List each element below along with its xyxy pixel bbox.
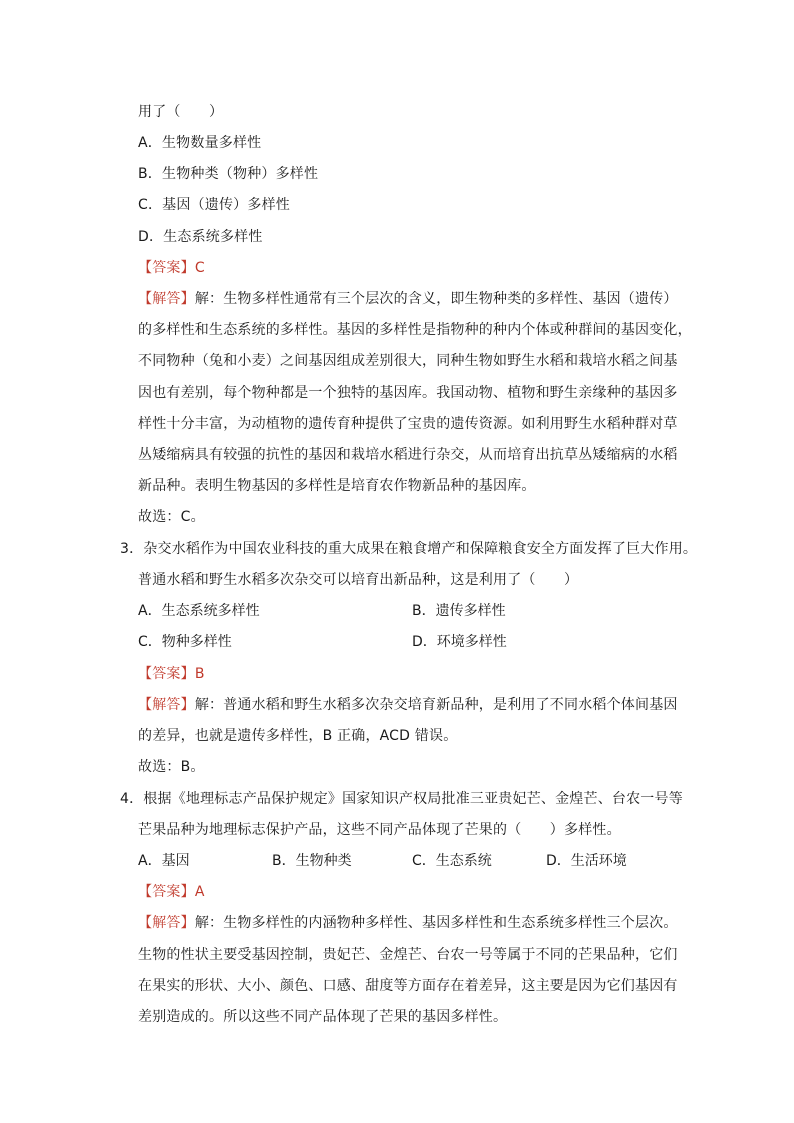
q4-answer [138, 882, 205, 902]
q4-option-a: A．基因 [138, 853, 190, 869]
q2-option-d: D．生态系统多样性 [138, 229, 263, 245]
q4-analysis-line: 在果实的形状、大小、颜色、口感、甜度等方面存在着差异，这主要是因为它们基因有 [138, 978, 678, 994]
q2-stem-end: 用了（ ） [138, 104, 224, 120]
q4-stem-line: 4．根据《地理标志产品保护规定》国家知识产权局批准三亚贵妃芒、金煌芒、台农一号等 [120, 791, 683, 807]
q2-analysis-line: 样性十分丰富，为动植物的遗传育种提供了宝贵的遗传资源。如利用野生水稻种群对草 [138, 416, 678, 432]
q3-analysis-line [138, 695, 678, 715]
q3-option-b: B．遗传多样性 [412, 603, 506, 619]
q4-option-d: D．生活环境 [546, 853, 627, 869]
answer-value: C [194, 260, 205, 276]
q2-analysis-line [138, 289, 678, 309]
q4-analysis-line: 生物的性状主要受基因控制，贵妃芒、金煌芒、台农一号等属于不同的芒果品种，它们 [138, 947, 678, 963]
q2-analysis-line: 不同物种（兔和小麦）之间基因组成差别很大，同种生物如野生水稻和栽培水稻之间基 [138, 353, 678, 369]
q4-option-b: B．生物种类 [272, 853, 352, 869]
q2-analysis-line: 新品种。表明生物基因的多样性是培育农作物新品种的基因库。 [138, 478, 536, 494]
analysis-label: 【解答】 [138, 291, 195, 307]
q3-answer [138, 664, 205, 684]
answer-label: 【答案】 [138, 884, 195, 900]
q2-analysis-line: 的多样性和生态系统的多样性。基因的多样性是指物种的种内个体或种群间的基因变化， [138, 322, 692, 338]
analysis-text: 解：普通水稻和野生水稻多次杂交培育新品种，是利用了不同水稻个体间基因 [194, 697, 678, 713]
q3-option-c: C．物种多样性 [138, 634, 232, 650]
q4-analysis-line [138, 913, 678, 933]
answer-value: A [194, 884, 205, 900]
analysis-text: 解：生物多样性的内涵物种多样性、基因多样性和生态系统多样性三个层次。 [194, 915, 678, 931]
q3-choice: 故选：B。 [138, 759, 205, 775]
q3-analysis-line: 的差异，也就是遗传多样性，B 正确，ACD 错误。 [138, 728, 458, 744]
analysis-label: 【解答】 [138, 697, 195, 713]
q2-answer [138, 258, 205, 278]
q3-stem-line: 普通水稻和野生水稻多次杂交可以培育出新品种，这是利用了（ ） [138, 572, 579, 588]
analysis-label: 【解答】 [138, 915, 195, 931]
answer-label: 【答案】 [138, 260, 195, 276]
q4-stem-line: 芒果品种为地理标志保护产品，这些不同产品体现了芒果的（ ）多样性。 [138, 822, 621, 838]
q4-analysis-line: 差别造成的。所以这些不同产品体现了芒果的基因多样性。 [138, 1009, 508, 1025]
q2-analysis-line: 丛矮缩病具有较强的抗性的基因和栽培水稻进行杂交，从而培育出抗草丛矮缩病的水稻 [138, 447, 678, 463]
analysis-text: 解：生物多样性通常有三个层次的含义，即生物种类的多样性、基因（遗传） [194, 291, 678, 307]
q3-option-d: D．环境多样性 [412, 634, 507, 650]
answer-value: B [194, 666, 205, 682]
q2-option-c: C．基因（遗传）多样性 [138, 197, 290, 213]
q2-choice: 故选：C。 [138, 509, 205, 525]
q3-stem-line: 3．杂交水稻作为中国农业科技的重大成果在粮食增产和保障粮食安全方面发挥了巨大作用。 [120, 541, 698, 557]
q4-option-c: C．生态系统 [412, 853, 492, 869]
q2-analysis-line: 因也有差别，每个物种都是一个独特的基因库。我国动物、植物和野生亲缘种的基因多 [138, 385, 678, 401]
q3-option-a: A．生态系统多样性 [138, 603, 260, 619]
q2-option-a: A．生物数量多样性 [138, 135, 262, 151]
answer-label: 【答案】 [138, 666, 195, 682]
q2-option-b: B．生物种类（物种）多样性 [138, 166, 319, 182]
